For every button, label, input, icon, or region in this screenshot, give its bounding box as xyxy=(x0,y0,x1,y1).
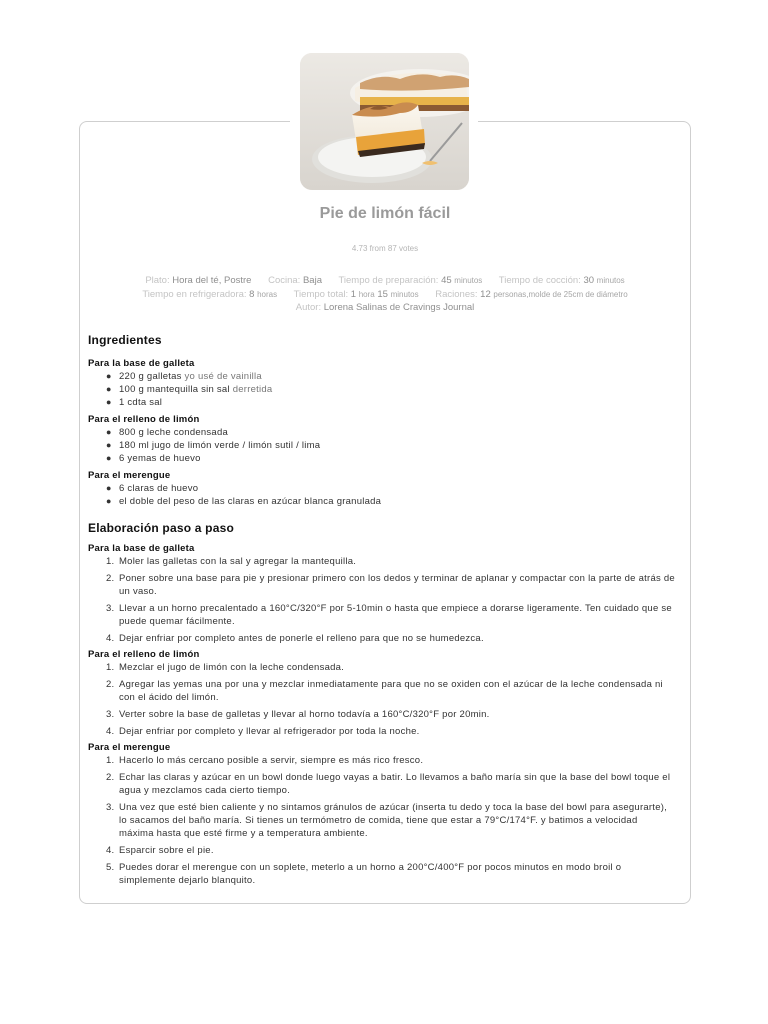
instruction-step: 4. Dejar enfriar por completo antes de ponerle el relleno para que no se humedezca. xyxy=(106,633,484,644)
instruction-step: 1. Moler las galletas con la sal y agregar la mantequilla. xyxy=(106,556,357,567)
instructions-heading: Elaboración paso a paso xyxy=(88,521,234,535)
cocina-value: Baja xyxy=(302,275,322,286)
instruction-step: 2. Poner sobre una base para pie y presionar primero con los dedos y terminar de aplanar y compactar con la parte de atrás de un vaso. xyxy=(106,573,675,597)
total-time-minutes-value: 15 xyxy=(377,289,388,300)
ingredient-group-title: Para la base de galleta xyxy=(88,358,195,369)
recipe-rating: 4.73 from 87 votes xyxy=(351,244,419,253)
instruction-group-title: Para el merengue xyxy=(88,742,171,753)
total-time-hours-value: 1 xyxy=(350,289,357,300)
plato-label: Plato: xyxy=(145,275,170,286)
prep-time-value: 45 xyxy=(441,275,452,286)
instruction-step: 4. Esparcir sobre el pie. xyxy=(106,845,214,856)
ingredient-list xyxy=(88,482,683,508)
fridge-time-unit: horas xyxy=(257,290,278,299)
instruction-step: 1. Mezclar el jugo de limón con la leche condensada. xyxy=(106,662,345,673)
author-label: Autor: xyxy=(295,302,322,313)
total-time-label: Tiempo total: xyxy=(293,289,349,300)
ingredients-heading: Ingredientes xyxy=(88,333,162,347)
ingredient-list xyxy=(88,370,683,409)
ingredient-item: ● 180 ml jugo de limón verde / limón sutil / lima xyxy=(106,440,321,451)
instruction-list xyxy=(88,555,683,645)
instruction-step: 3. Verter sobre la base de galletas y llevar al horno todavía a 160°C/320°F por 20min. xyxy=(106,709,490,720)
servings-value: 12 xyxy=(480,289,491,300)
recipe-meta-row-1 xyxy=(79,275,691,286)
recipe-meta-row-3 xyxy=(79,302,691,313)
recipe-content xyxy=(88,333,683,891)
instruction-list xyxy=(88,661,683,738)
cook-time-unit: minutos xyxy=(596,276,625,285)
ingredient-item: ● 220 g galletas yo usé de vainilla xyxy=(106,371,262,382)
instruction-list xyxy=(88,754,683,887)
total-time-minutes-unit: minutos xyxy=(390,290,419,299)
ingredient-item: ● 1 cdta sal xyxy=(106,397,163,408)
instruction-step: 3. Llevar a un horno precalentado a 160°C/320°F por 5-10min o hasta que empiece a dorarse ligeramente. Ten cuidado que se puede quemar fácilmente. xyxy=(106,603,672,627)
prep-time-unit: minutos xyxy=(454,276,483,285)
recipe-title: Pie de limón fácil xyxy=(319,205,451,222)
fridge-time-label: Tiempo en refrigeradora: xyxy=(142,289,247,300)
ingredient-item: ● 6 claras de huevo xyxy=(106,483,199,494)
ingredient-item: ● el doble del peso de las claras en azúcar blanca granulada xyxy=(106,496,382,507)
cook-time-label: Tiempo de cocción: xyxy=(498,275,581,286)
plato-value: Hora del té, Postre xyxy=(172,275,252,286)
cook-time-value: 30 xyxy=(583,275,595,286)
ingredient-group-title: Para el relleno de limón xyxy=(88,414,200,425)
instruction-step: 1. Hacerlo lo más cercano posible a servir, siempre es más rico fresco. xyxy=(106,755,424,766)
servings-label: Raciones: xyxy=(435,289,478,300)
recipe-meta-row-2 xyxy=(79,289,691,300)
instruction-step: 3. Una vez que esté bien caliente y no sintamos gránulos de azúcar (inserta tu dedo y toca la base del bowl para asegurarte), lo sacamos del baño maría. Si tienes un termómetro de comida, tiene que estar a 79°C/174°F. y batimos a velocidad máxima hasta que esté firme y a temperatura ambiente. xyxy=(106,802,668,839)
servings-unit: personas,molde de 25cm de diámetro xyxy=(493,290,628,299)
instruction-group-title: Para la base de galleta xyxy=(88,543,195,554)
ingredient-list xyxy=(88,426,683,465)
cocina-label: Cocina: xyxy=(268,275,301,286)
ingredient-item: ● 100 g mantequilla sin sal derretida xyxy=(106,384,273,395)
ingredient-item: ● 800 g leche condensada xyxy=(106,427,229,438)
instruction-step: 2. Agregar las yemas una por una y mezclar inmediatamente para que no se oxiden con el azúcar de la leche condensada ni con el ácido del limón. xyxy=(106,679,663,703)
instruction-step: 5. Puedes dorar el merengue con un soplete, meterlo a un horno a 200°C/400°F por pocos minutos en modo broil o simplemente dejarlo blanquito. xyxy=(106,862,622,886)
instruction-step: 4. Dejar enfriar por completo y llevar al refrigerador por toda la noche. xyxy=(106,726,420,737)
fridge-time-value: 8 xyxy=(249,289,255,300)
total-time-hours-unit: hora xyxy=(358,290,375,299)
instruction-group-title: Para el relleno de limón xyxy=(88,649,200,660)
recipe-photo xyxy=(300,53,469,190)
author-value: Lorena Salinas de Cravings Journal xyxy=(323,302,475,313)
instruction-step: 2. Echar las claras y azúcar en un bowl donde luego vayas a batir. Lo llevamos a baño maría sin que la base del bowl toque el agua y mezclamos cada cierto tiempo. xyxy=(106,772,671,796)
prep-time-label: Tiempo de preparación: xyxy=(338,275,439,286)
ingredient-group-title: Para el merengue xyxy=(88,470,171,481)
ingredient-item: ● 6 yemas de huevo xyxy=(106,453,201,464)
